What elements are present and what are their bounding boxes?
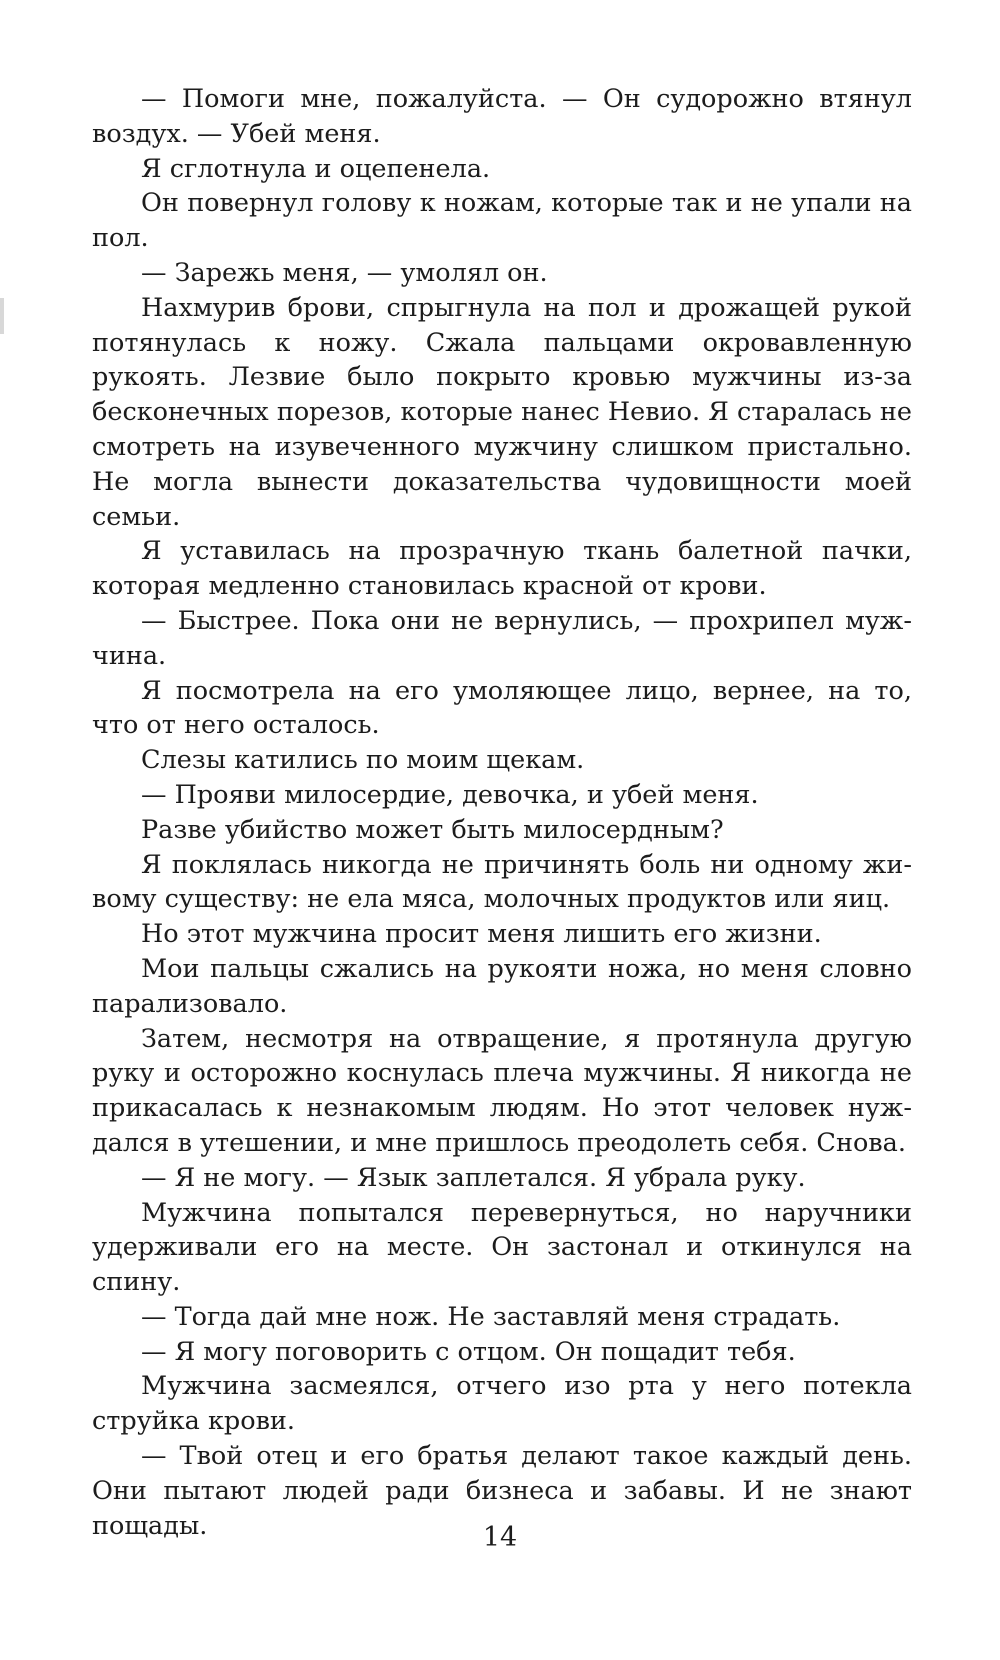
paragraph: Разве убийство может быть милосердным? — [141, 814, 724, 845]
paragraph: Слезы катились по моим щекам. — [141, 745, 585, 776]
paragraph: Я уставилась на прозрачную ткань балетной пачки, которая медленно становилась красной от крови. — [92, 536, 912, 602]
paragraph: Я посмотрела на его умоляющее лицо, вернее, на то, что от него осталось. — [92, 675, 912, 741]
paragraph: Мужчина засмеялся, отчего изо рта у него потекла струйка крови. — [92, 1371, 912, 1437]
paragraph: Но этот мужчина просит меня лишить его жизни. — [141, 919, 822, 950]
paragraph: — Прояви милосердие, девочка, и убей меня. — [141, 779, 759, 810]
paragraph: — Твой отец и его братья делают такое каждый день. Они пытают людей ради бизнеса и забавы. И не знают пощады. — [92, 1441, 912, 1541]
page-number: 14 — [482, 1522, 518, 1553]
paragraph: Я поклялась никогда не причинять боль ни одному живому существу: не ела мяса, молочных продуктов или яиц. — [92, 849, 912, 915]
book-page-text — [92, 82, 912, 1543]
paragraph: Мужчина попытался перевернуться, но наручники удерживали его на месте. Он застонал и откинулся на спину. — [92, 1197, 912, 1298]
paragraph: — Тогда дай мне нож. Не заставляй меня страдать. — [141, 1301, 841, 1332]
paragraph: Мои пальцы сжались на рукояти ножа, но меня словно парализовало. — [92, 953, 912, 1019]
paragraph: Нахмурив брови, спрыгнула на пол и дрожащей рукой потянулась к ножу. Сжала пальцами окровавленную рукоять. Лезвие было покрыто кровью мужчины из-за бесконечных порезов, которые нанес Невио. Я старалась не смотреть на изувеченного мужчину слишком пристально. Не могла вынести доказательства чудовищности моей семьи. — [92, 292, 912, 532]
paragraph: — Зарежь меня, — умолял он. — [141, 257, 548, 288]
paragraph: Затем, несмотря на отвращение, я протянула другую руку и осторожно коснулась плеча мужчины. Я никогда не прикасалась к незнакомым людям. Но этот человек нуждался в утешении, и мне пришлось преодолеть себя. Снова. — [92, 1023, 912, 1158]
paragraph: — Быстрее. Пока они не вернулись, — прохрипел мужчина. — [92, 605, 912, 671]
paragraph: — Я не могу. — Язык заплетался. Я убрала руку. — [141, 1162, 806, 1193]
paragraph: — Помоги мне, пожалуйста. — Он судорожно втянул воздух. — Убей меня. — [92, 84, 912, 149]
paragraph: — Я могу поговорить с отцом. Он пощадит тебя. — [141, 1336, 796, 1367]
scan-edge-mark — [0, 298, 4, 334]
paragraph: Я сглотнула и оцепенела. — [141, 153, 491, 184]
paragraph: Он повернул голову к ножам, которые так и не упали на пол. — [92, 188, 912, 254]
